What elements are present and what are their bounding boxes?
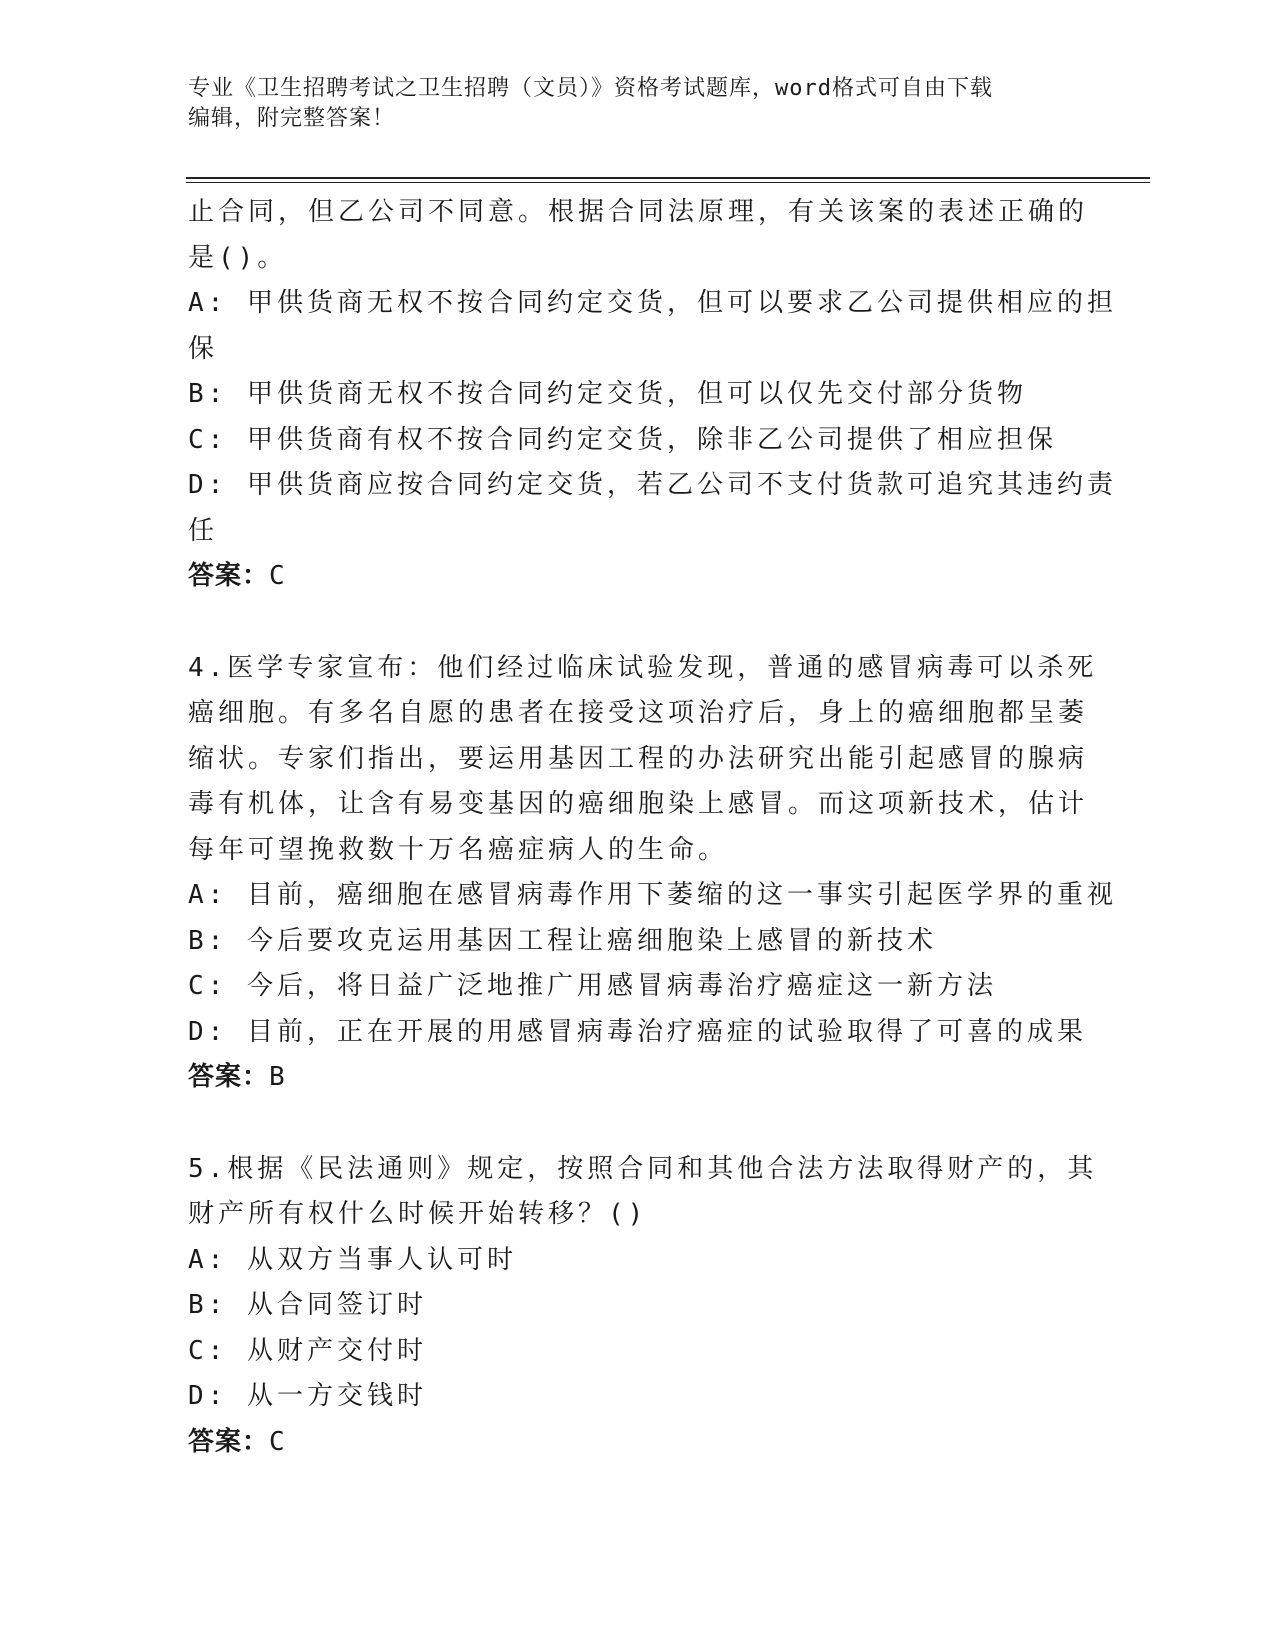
header-rule-thick — [186, 177, 1150, 179]
question-spacer — [188, 600, 1088, 646]
question-5-option-d: D: 从一方交钱时 — [188, 1381, 427, 1411]
question-3-option-a-line-1: A: 甲供货商无权不按合同约定交货，但可以要求乙公司提供相应的担 — [188, 288, 1117, 318]
question-4-stem-line-2: 癌细胞。有多名自愿的患者在接受这项治疗后，身上的癌细胞都呈萎 — [188, 698, 1089, 728]
question-5-option-c: C: 从财产交付时 — [188, 1335, 427, 1366]
answer-label: 答案： — [188, 1062, 270, 1092]
question-4-option-a: A: 目前，癌细胞在感冒病毒作用下萎缩的这一事实引起医学界的重视 — [188, 880, 1117, 910]
question-3-answer — [188, 554, 1088, 600]
question-4-stem-line-4: 毒有机体，让含有易变基因的癌细胞染上感冒。而这项新技术，估计 — [188, 789, 1089, 819]
question-5-option-a: A: 从双方当事人认可时 — [188, 1244, 517, 1275]
header-rule-thin — [186, 182, 1150, 183]
question-list — [188, 190, 1117, 1465]
question-3-option-a-line-2: 保 — [188, 333, 219, 364]
answer-value: C — [269, 1426, 286, 1457]
question-5-stem-line-2: 财产所有权什么时候开始转移？() — [188, 1199, 648, 1229]
header-line-2: 编辑，附完整答案！ — [188, 106, 396, 131]
question-5-stem-line-1: 5.根据《民法通则》规定，按照合同和其他合法方法取得财产的，其 — [188, 1153, 1098, 1184]
question-5-answer — [188, 1420, 1088, 1466]
answer-value: B — [269, 1062, 286, 1092]
question-3-option-b: B: 甲供货商无权不按合同约定交货，但可以仅先交付部分货物 — [188, 379, 1027, 409]
question-3-option-d-line-1: D: 甲供货商应按合同约定交货，若乙公司不支付货款可追究其违约责 — [188, 470, 1117, 500]
question-4-stem-line-5: 每年可望挽救数十万名癌症病人的生命。 — [188, 834, 729, 865]
question-4-option-c: C: 今后，将日益广泛地推广用感冒病毒治疗癌症这一新方法 — [188, 971, 997, 1001]
question-5-option-b: B: 从合同签订时 — [188, 1290, 427, 1320]
question-4-option-b: B: 今后要攻克运用基因工程让癌细胞染上感冒的新技术 — [188, 925, 937, 956]
document-header — [188, 74, 1068, 134]
answer-label: 答案： — [188, 1426, 270, 1457]
question-4 — [188, 646, 1117, 1101]
question-spacer — [188, 1101, 1088, 1147]
question-3 — [188, 190, 1117, 600]
question-3-stem-line-2: 是()。 — [188, 242, 288, 273]
question-3-option-c: C: 甲供货商有权不按合同约定交货，除非乙公司提供了相应担保 — [188, 424, 1057, 455]
question-4-option-d: D: 目前，正在开展的用感冒病毒治疗癌症的试验取得了可喜的成果 — [188, 1016, 1087, 1047]
header-line-1: 专业《卫生招聘考试之卫生招聘（文员）》资格考试题库，word格式可自由下载 — [188, 76, 993, 101]
question-3-option-d-line-2: 任 — [188, 515, 219, 546]
answer-label: 答案： — [188, 561, 270, 591]
answer-value: C — [269, 561, 286, 591]
question-5 — [188, 1147, 1098, 1466]
question-4-stem-line-3: 缩状。专家们指出，要运用基因工程的办法研究出能引起感冒的腺病 — [188, 743, 1089, 774]
question-4-stem-line-1: 4.医学专家宣布：他们经过临床试验发现，普通的感冒病毒可以杀死 — [188, 652, 1098, 683]
question-4-answer — [188, 1055, 1088, 1101]
question-3-stem-line-1: 止合同，但乙公司不同意。根据合同法原理，有关该案的表述正确的 — [188, 197, 1089, 227]
